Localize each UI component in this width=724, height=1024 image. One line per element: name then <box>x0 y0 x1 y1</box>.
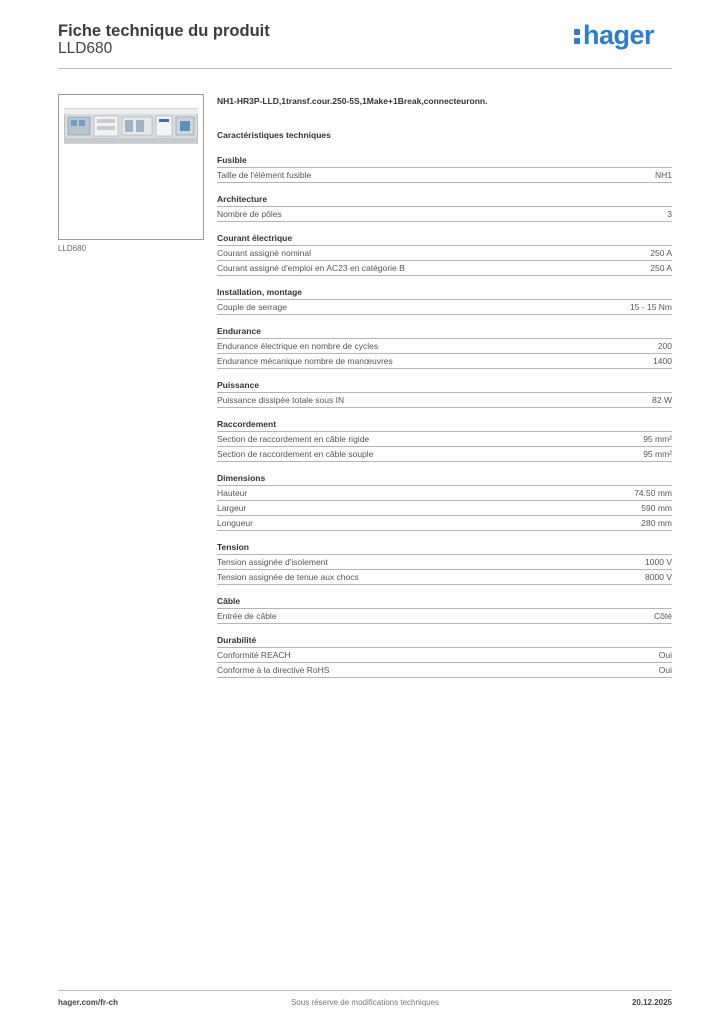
spec-group-title: Dimensions <box>217 473 266 483</box>
spec-table <box>217 338 672 369</box>
spec-label: Conforme à la directive RoHS <box>217 665 330 675</box>
spec-label: Courant assigné d'emploi en AC23 en catégorie B <box>217 263 405 273</box>
spec-row <box>217 569 672 585</box>
spec-group-title: Installation, montage <box>217 287 303 297</box>
spec-table <box>217 167 672 183</box>
spec-groups <box>217 154 672 678</box>
spec-label: Couple de serrage <box>217 302 287 312</box>
spec-table <box>217 245 672 276</box>
spec-label: Entrée de câble <box>217 611 277 621</box>
spec-value: 82 W <box>652 395 672 405</box>
spec-label: Endurance électrique en nombre de cycles <box>217 341 379 351</box>
spec-value: 3 <box>667 209 672 219</box>
spec-group-title: Fusible <box>217 155 247 165</box>
product-reference: LLD680 <box>58 40 113 57</box>
spec-group-title: Endurance <box>217 326 261 336</box>
spec-label: Hauteur <box>217 488 248 498</box>
spec-row <box>217 446 672 462</box>
spec-row <box>217 554 672 569</box>
page-footer <box>58 998 672 1010</box>
footer-website: hager.com/fr-ch <box>58 998 119 1007</box>
header-divider <box>58 68 672 69</box>
spec-row <box>217 167 672 183</box>
spec-row <box>217 245 672 260</box>
spec-value: 250 A <box>650 263 672 273</box>
image-caption: LLD680 <box>58 244 87 253</box>
spec-group-title: Architecture <box>217 194 268 204</box>
spec-table <box>217 647 672 678</box>
product-image-frame <box>58 94 204 240</box>
footer-divider <box>58 990 672 991</box>
spec-group-title: Raccordement <box>217 419 277 429</box>
page-header <box>58 20 672 68</box>
spec-label: Endurance mécanique nombre de manœuvres <box>217 356 393 366</box>
spec-row <box>217 431 672 446</box>
spec-row <box>217 338 672 353</box>
spec-group-title: Tension <box>217 542 249 552</box>
spec-row <box>217 353 672 369</box>
spec-row <box>217 662 672 678</box>
hager-logo <box>574 20 654 51</box>
spec-value: 280 mm <box>641 518 672 528</box>
spec-row <box>217 206 672 222</box>
spec-table <box>217 554 672 585</box>
spec-label: Longueur <box>217 518 253 528</box>
spec-group-title: Câble <box>217 596 241 606</box>
footer-disclaimer: Sous réserve de modifications techniques <box>290 998 440 1007</box>
spec-row <box>217 515 672 531</box>
spec-label: Largeur <box>217 503 247 513</box>
spec-row <box>217 647 672 662</box>
spec-label: Nombre de pôles <box>217 209 282 219</box>
spec-row <box>217 392 672 408</box>
page-title: Fiche technique du produit <box>58 22 270 40</box>
spec-value: Oui <box>658 665 672 675</box>
spec-group-title: Durabilité <box>217 635 257 645</box>
spec-label: Tension assignée de tenue aux chocs <box>217 572 359 582</box>
spec-label: Conformité REACH <box>217 650 291 660</box>
spec-value: 95 mm² <box>643 449 672 459</box>
spec-table <box>217 431 672 462</box>
spec-value: 200 <box>657 341 672 351</box>
spec-value: NH1 <box>654 170 672 180</box>
spec-group-title: Puissance <box>217 380 260 390</box>
spec-label: Section de raccordement en câble souple <box>217 449 374 459</box>
logo-dots-icon <box>574 25 580 45</box>
spec-group-title: Courant électrique <box>217 233 293 243</box>
spec-label: Taille de l'élément fusible <box>217 170 312 180</box>
spec-value: Côté <box>654 611 672 621</box>
spec-value: 1000 V <box>645 557 672 567</box>
spec-value: Oui <box>658 650 672 660</box>
spec-value: 1400 <box>653 356 672 366</box>
spec-value: 95 mm² <box>643 434 672 444</box>
spec-value: 15 - 15 Nm <box>629 302 672 312</box>
spec-row <box>217 500 672 515</box>
spec-value: 74.50 mm <box>634 488 672 498</box>
footer-date: 20.12.2025 <box>631 998 672 1007</box>
product-photo-icon <box>64 107 198 145</box>
spec-table <box>217 608 672 624</box>
spec-label: Courant assigné nominal <box>217 248 312 258</box>
spec-table <box>217 206 672 222</box>
product-name: NH1-HR3P-LLD,1transf.cour.250-5S,1Make+1Break,connecteuronn. <box>217 96 488 106</box>
spec-row <box>217 299 672 315</box>
spec-row <box>217 260 672 276</box>
spec-label: Puissance dissipée totale sous IN <box>217 395 345 405</box>
spec-table <box>217 485 672 531</box>
spec-table <box>217 299 672 315</box>
spec-content <box>217 94 672 678</box>
section-heading: Caractéristiques techniques <box>217 130 331 140</box>
spec-table <box>217 392 672 408</box>
spec-row <box>217 485 672 500</box>
spec-value: 8000 V <box>645 572 672 582</box>
spec-row <box>217 608 672 624</box>
spec-value: 590 mm <box>641 503 672 513</box>
spec-value: 250 A <box>650 248 672 258</box>
spec-label: Tension assignée d'isolement <box>217 557 328 567</box>
spec-label: Section de raccordement en câble rigide <box>217 434 370 444</box>
logo-text: hager <box>582 20 654 50</box>
